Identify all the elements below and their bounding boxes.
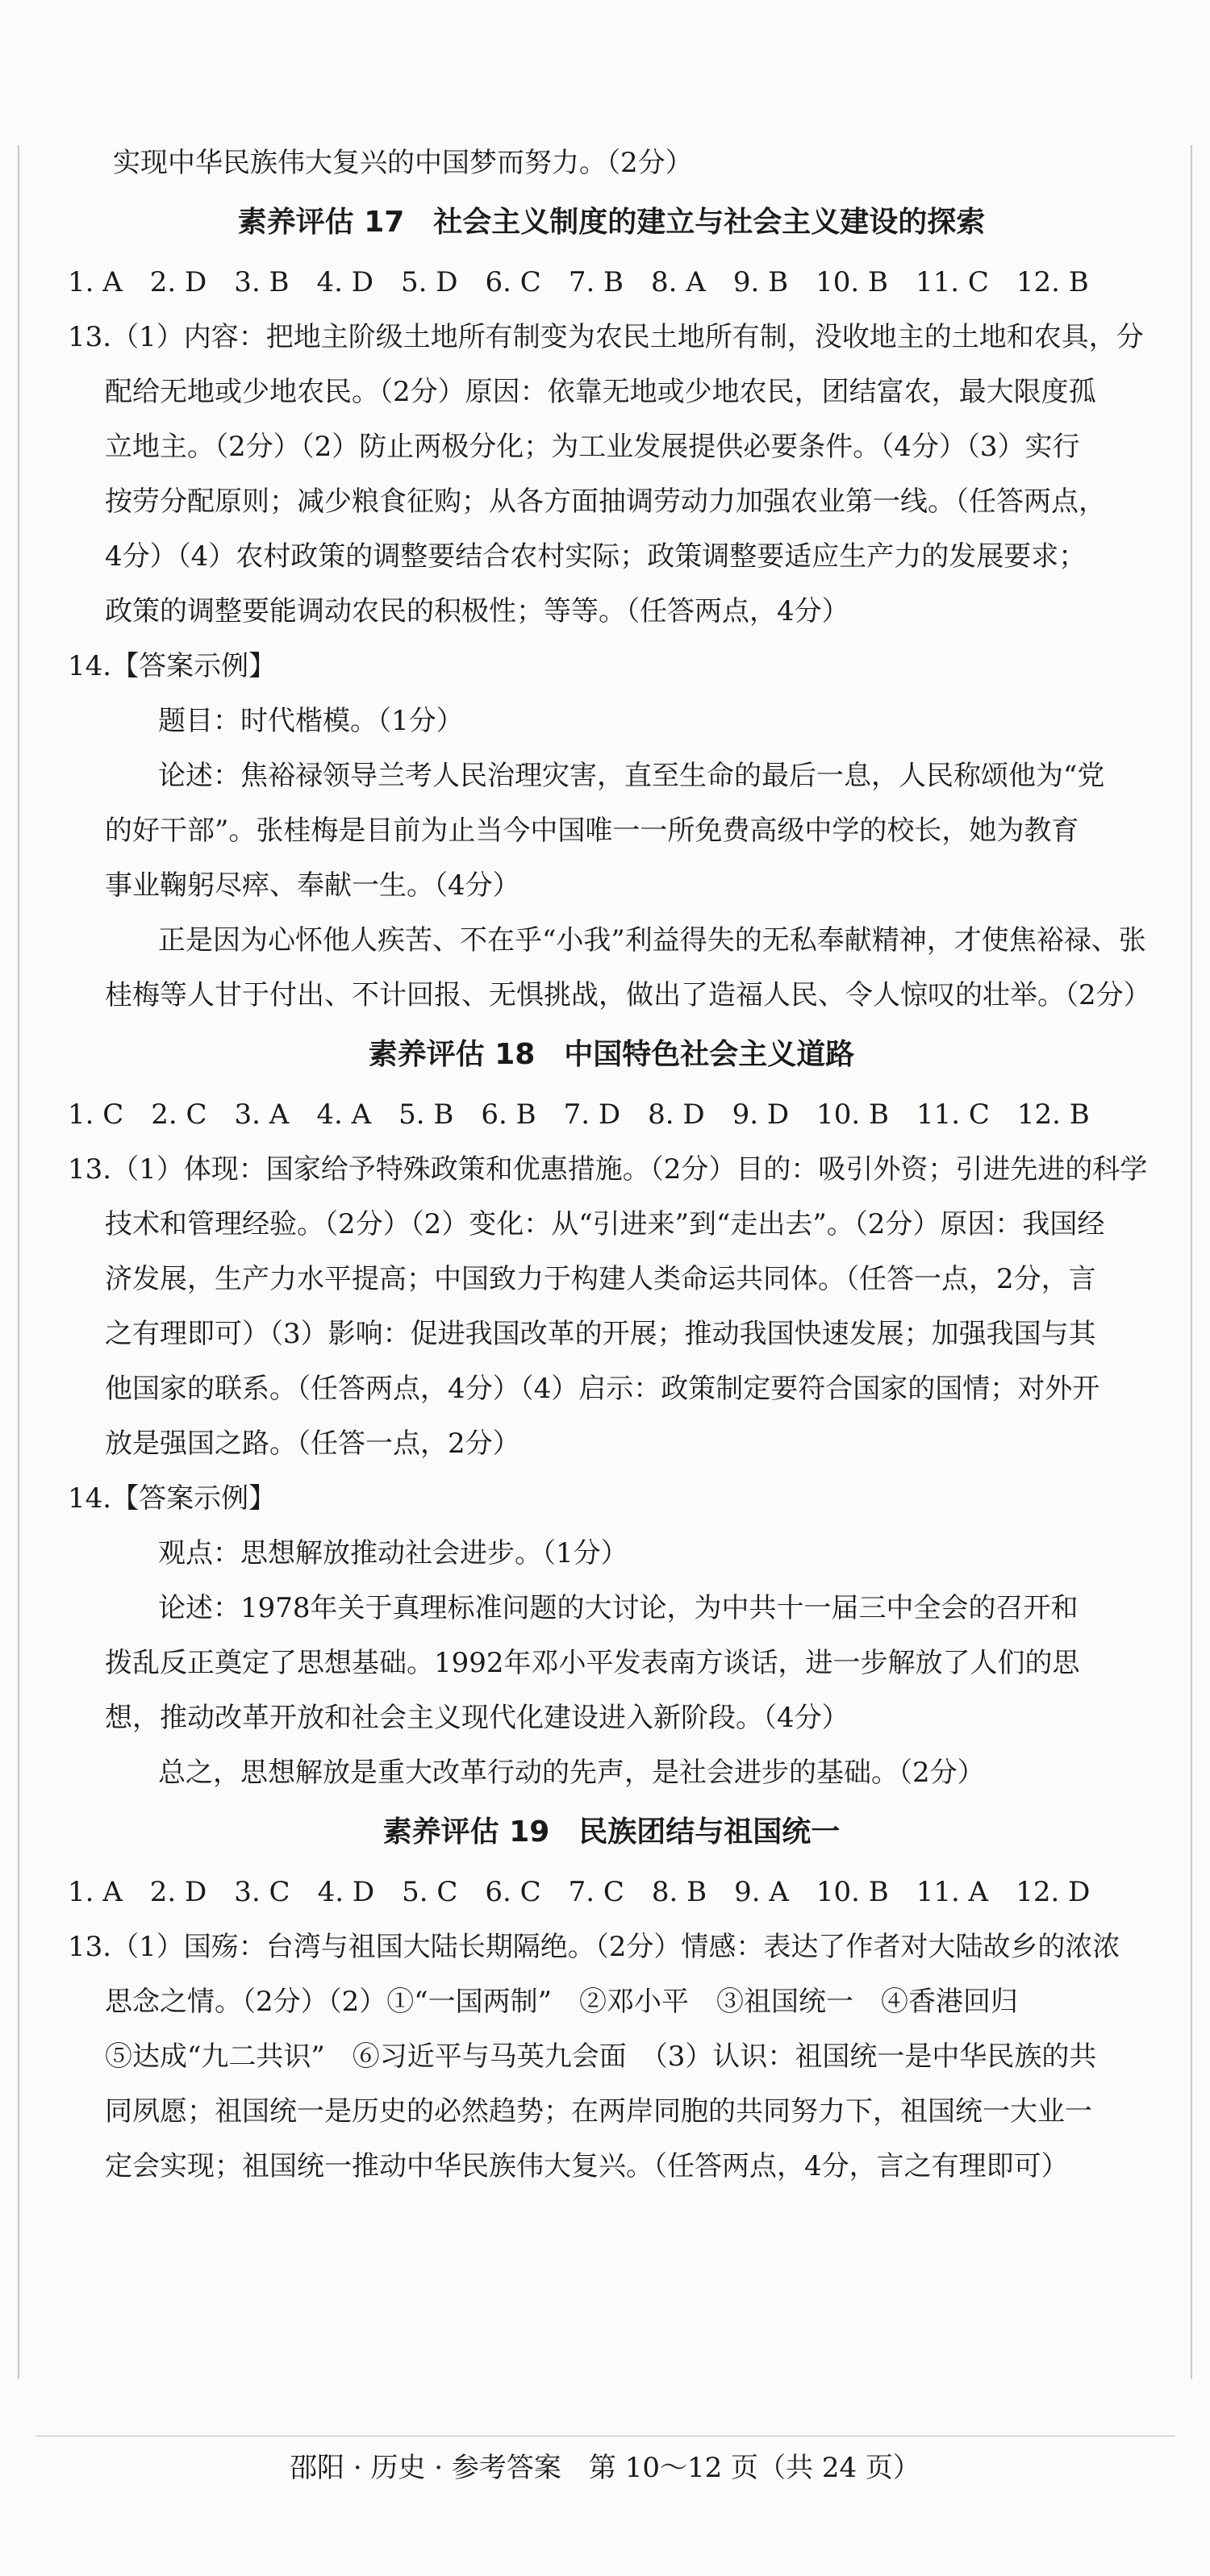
page — [18, 0, 1192, 2576]
multiple-choice-answers: 1. C 2. C 3. A 4. A 5. B 6. B 7. D 8. D 9. D 10. B 11. C 12. B — [68, 1098, 1090, 1131]
question-13-line: 13.（1）国殇：台湾与祖国大陆长期隔绝。（2分）情感：表达了作者对大陆故乡的浓浓 — [68, 1931, 1120, 1963]
multiple-choice-answers: 1. A 2. D 3. B 4. D 5. D 6. C 7. B 8. A 9. B 10. B 11. C 12. B — [68, 266, 1089, 298]
question-13-line: 技术和管理经验。（2分）（2）变化：从“引进来”到“走出去”。（2分）原因：我国经 — [105, 1208, 1105, 1240]
question-13-line: 按劳分配原则；减少粮食征购；从各方面抽调劳动力加强农业第一线。（任答两点， — [105, 486, 1106, 518]
question-14-line: 论述：1978年关于真理标准问题的大讨论，为中共十一届三中全会的召开和 — [158, 1592, 1079, 1624]
question-13-line: ⑤达成“九二共识” ⑥习近平与马英九会面 （3）认识：祖国统一是中华民族的共 — [105, 2040, 1097, 2073]
question-13-line: 定会实现；祖国统一推动中华民族伟大复兴。（任答两点，4分，言之有理即可） — [105, 2150, 1069, 2182]
question-14-line: 拨乱反正奠定了思想基础。1992年邓小平发表南方谈话，进一步解放了人们的思 — [105, 1647, 1080, 1679]
question-14-heading: 14.【答案示例】 — [68, 1482, 277, 1515]
intro-line: 实现中华民族伟大复兴的中国梦而努力。（2分） — [113, 147, 693, 179]
question-13-line: 思念之情。（2分）（2）①“一国两制” ②邓小平 ③祖国统一 ④香港回归 — [105, 1986, 1019, 2018]
question-14-line: 想，推动改革开放和社会主义现代化建设进入新阶段。（4分） — [105, 1702, 849, 1734]
question-14-line: 观点：思想解放推动社会进步。（1分） — [158, 1537, 628, 1569]
question-13-line: 政策的调整要能调动农民的积极性；等等。（任答两点，4分） — [105, 595, 849, 627]
question-13-line: 配给无地或少地农民。（2分）原因：依靠无地或少地农民，团结富农，最大限度孤 — [105, 376, 1096, 408]
question-13-line: 同夙愿；祖国统一是历史的必然趋势；在两岸同胞的共同努力下，祖国统一大业一 — [105, 2095, 1092, 2128]
question-13-line: 济发展，生产力水平提高；中国致力于构建人类命运共同体。（任答一点，2分，言 — [105, 1263, 1096, 1295]
question-13-line: 4分）（4）农村政策的调整要结合农村实际；政策调整要适应生产力的发展要求； — [105, 540, 1087, 573]
left-margin-rule — [18, 145, 19, 2379]
question-14-heading: 14.【答案示例】 — [68, 650, 277, 682]
question-14-line: 事业鞠躬尽瘁、奉献一生。（4分） — [105, 869, 520, 902]
section-title: 素养评估 19 民族团结与祖国统一 — [382, 1815, 841, 1849]
question-13-line: 13.（1）体现：国家给予特殊政策和优惠措施。（2分）目的：吸引外资；引进先进的科学 — [68, 1153, 1148, 1186]
question-14-line: 题目：时代楷模。（1分） — [158, 705, 464, 737]
sections-container — [55, 190, 1168, 2194]
question-13-line: 立地主。（2分）（2）防止两极分化；为工业发展提供必要条件。（4分）（3）实行 — [105, 431, 1080, 463]
page-footer: 邵阳 · 历史 · 参考答案 第 10～12 页（共 24 页） — [290, 2452, 920, 2484]
question-13-line: 他国家的联系。（任答两点，4分）（4）启示：政策制定要符合国家的国情；对外开 — [105, 1373, 1100, 1405]
question-13-line: 放是强国之路。（任答一点，2分） — [105, 1428, 520, 1460]
multiple-choice-answers: 1. A 2. D 3. C 4. D 5. C 6. C 7. C 8. B 9. A 10. B 11. A 12. D — [68, 1876, 1091, 1908]
question-13-line: 13.（1）内容：把地主阶级土地所有制变为农民土地所有制，没收地主的土地和农具，分 — [68, 321, 1144, 353]
section-title: 素养评估 17 社会主义制度的建立与社会主义建设的探索 — [237, 206, 986, 239]
question-14-line: 总之，思想解放是重大改革行动的先声，是社会进步的基础。（2分） — [158, 1757, 985, 1789]
question-14-line: 的好干部”。张桂梅是目前为止当今中国唯一一所免费高级中学的校长，她为教育 — [105, 815, 1079, 847]
section-title: 素养评估 18 中国特色社会主义道路 — [368, 1038, 855, 1071]
answer-content — [55, 135, 1168, 2194]
question-14-line: 论述：焦裕禄领导兰考人民治理灾害，直至生命的最后一息，人民称颂他为“党 — [158, 760, 1105, 792]
question-14-line: 桂梅等人甘于付出、不计回报、无惧挑战，做出了造福人民、令人惊叹的壮举。（2分） — [105, 979, 1151, 1011]
right-margin-rule — [1191, 145, 1192, 2379]
question-13-line: 之有理即可）（3）影响：促进我国改革的开展；推动我国快速发展；加强我国与其 — [105, 1318, 1096, 1350]
question-14-line: 正是因为心怀他人疾苦、不在乎“小我”利益得失的无私奉献精神，才使焦裕禄、张 — [158, 924, 1146, 957]
